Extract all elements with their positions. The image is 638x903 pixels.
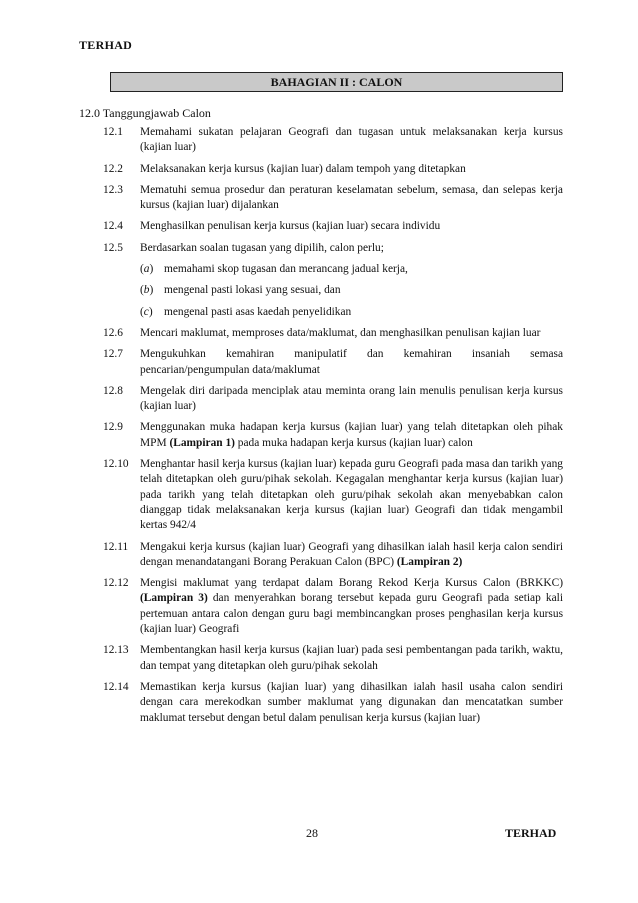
item-number: 12.7 bbox=[103, 348, 123, 361]
item-text: Menghasilkan penulisan kerja kursus (kajian luar) secara individu bbox=[140, 220, 441, 233]
item-number: 12.11 bbox=[103, 540, 129, 553]
item-text: Mencari maklumat, memproses data/maklumat, dan menghasilkan penulisan kajian luar bbox=[140, 326, 541, 339]
item-number: 12.9 bbox=[103, 421, 123, 434]
item-number: 12.8 bbox=[103, 384, 123, 397]
item-text: Menghantar hasil kerja kursus (kajian luar) kepada guru Geografi pada masa dan tarikh yang telah ditetapkan oleh guru/pihak sekolah. Kegagalan menghantar kerja kursus (kajian luar) pada tarikh yang telah ditetapkan oleh guru/pihak sekolah akan menyebabkan calon dianggap tidak melaksanakan kerja kursus (kajian luar) Geografi dan tidak mengambil kertas 942/4 bbox=[140, 458, 563, 532]
item-text: Membentangkan hasil kerja kursus (kajian luar) pada sesi pembentangan pada tarikh, waktu, dan tempat yang ditetapkan oleh guru/pihak sekolah bbox=[140, 644, 563, 672]
item-text: Memahami sukatan pelajaran Geografi dan tugasan untuk melaksanakan kerja kursus (kajian luar) bbox=[140, 126, 563, 154]
item-text bbox=[140, 540, 563, 571]
item-text-part: Mengakui kerja kursus (kajian luar) Geografi yang dihasilkan ialah hasil kerja calon sendiri dengan menandatangani Borang Perakuan Calon (BPC) bbox=[140, 540, 563, 568]
item-number: 12.14 bbox=[103, 680, 129, 693]
item-text: Berdasarkan soalan tugasan yang dipilih, calon perlu; bbox=[140, 241, 384, 254]
sub-item-text: mengenal pasti lokasi yang sesuai, dan bbox=[164, 284, 341, 297]
list-item bbox=[103, 680, 563, 726]
list-item bbox=[103, 576, 563, 637]
item-text: Mengukuhkan kemahiran manipulatif dan kemahiran insaniah semasa pencarian/pengumpulan data/maklumat bbox=[140, 348, 563, 376]
appendix-reference: (Lampiran 2) bbox=[396, 555, 463, 568]
list-item bbox=[103, 540, 563, 571]
sub-item-text: mengenal pasti asas kaedah penyelidikan bbox=[164, 305, 352, 318]
item-text-part: pada muka hadapan kerja kursus (kajian luar) calon bbox=[234, 436, 473, 449]
item-number: 12.5 bbox=[103, 241, 123, 254]
item-number: 12.4 bbox=[103, 220, 123, 233]
section-title: BAHAGIAN II : CALON bbox=[270, 75, 403, 89]
list-item bbox=[103, 420, 563, 451]
section-title-bar bbox=[110, 72, 563, 92]
item-number: 12.13 bbox=[103, 644, 129, 657]
list-item bbox=[103, 162, 563, 177]
heading-responsibilities: 12.0 Tanggungjawab Calon bbox=[79, 106, 211, 120]
list-item bbox=[103, 326, 563, 341]
appendix-reference: (Lampiran 1) bbox=[169, 436, 235, 449]
list-item bbox=[103, 384, 563, 415]
sub-item-letter: a bbox=[143, 263, 150, 276]
sub-item: (a) memahami skop tugasan dan merancang jadual kerja, bbox=[103, 262, 563, 277]
item-number: 12.12 bbox=[103, 577, 129, 590]
list-item bbox=[103, 125, 563, 156]
item-text: Memastikan kerja kursus (kajian luar) yang dihasilkan ialah hasil usaha calon sendiri dengan cara merekodkan sumber maklumat yang digunakan dan mencatatkan sumber maklumat tersebut dengan betul dalam penulisan kerja kursus (kajian luar) bbox=[140, 680, 563, 724]
list-item bbox=[103, 643, 563, 674]
item-number: 12.2 bbox=[103, 162, 123, 175]
responsibility-list bbox=[103, 125, 563, 732]
list-item bbox=[103, 347, 563, 378]
item-text bbox=[140, 576, 563, 637]
item-number: 12.1 bbox=[103, 126, 123, 138]
item-text: Mengelak diri daripada menciplak atau meminta orang lain menulis penulisan kerja kursus (kajian luar) bbox=[140, 384, 563, 413]
page-number: 28 bbox=[306, 826, 318, 840]
item-text bbox=[140, 420, 563, 451]
sub-item-letter: b bbox=[143, 284, 150, 297]
header-classification: TERHAD bbox=[79, 38, 133, 52]
footer-classification: TERHAD bbox=[505, 826, 557, 840]
item-number: 12.6 bbox=[103, 326, 123, 339]
item-text: Mematuhi semua prosedur dan peraturan keselamatan sebelum, semasa, dan selepas kerja kursus (kajian luar) dijalankan bbox=[140, 183, 563, 212]
list-item bbox=[103, 241, 563, 256]
sub-item: (b) mengenal pasti lokasi yang sesuai, dan bbox=[103, 283, 563, 298]
item-text-part: Mengisi maklumat yang terdapat dalam Borang Rekod Kerja Kursus Calon (BRKKC) bbox=[140, 577, 563, 590]
list-item bbox=[103, 183, 563, 214]
item-text-part: Menggunakan muka hadapan kerja kursus (kajian luar) yang telah ditetapkan oleh pihak MPM bbox=[140, 421, 563, 449]
list-item bbox=[103, 219, 563, 234]
appendix-reference: (Lampiran 3) bbox=[140, 592, 208, 605]
item-number: 12.3 bbox=[103, 183, 123, 196]
sub-item-text: memahami skop tugasan dan merancang jadual kerja, bbox=[164, 263, 408, 276]
item-text-part: dan menyerahkan borang tersebut kepada guru Geografi pada setiap kali pertemuan antara calon dengan guru bagi membincangkan proses penghasilan kerja kursus (kajian luar) Geografi bbox=[140, 592, 563, 636]
list-item bbox=[103, 457, 563, 533]
item-number: 12.10 bbox=[103, 458, 129, 471]
sub-item: (c) mengenal pasti asas kaedah penyelidikan bbox=[103, 305, 563, 320]
item-text: Melaksanakan kerja kursus (kajian luar) dalam tempoh yang ditetapkan bbox=[140, 162, 466, 175]
sub-item-letter: c bbox=[143, 305, 149, 318]
